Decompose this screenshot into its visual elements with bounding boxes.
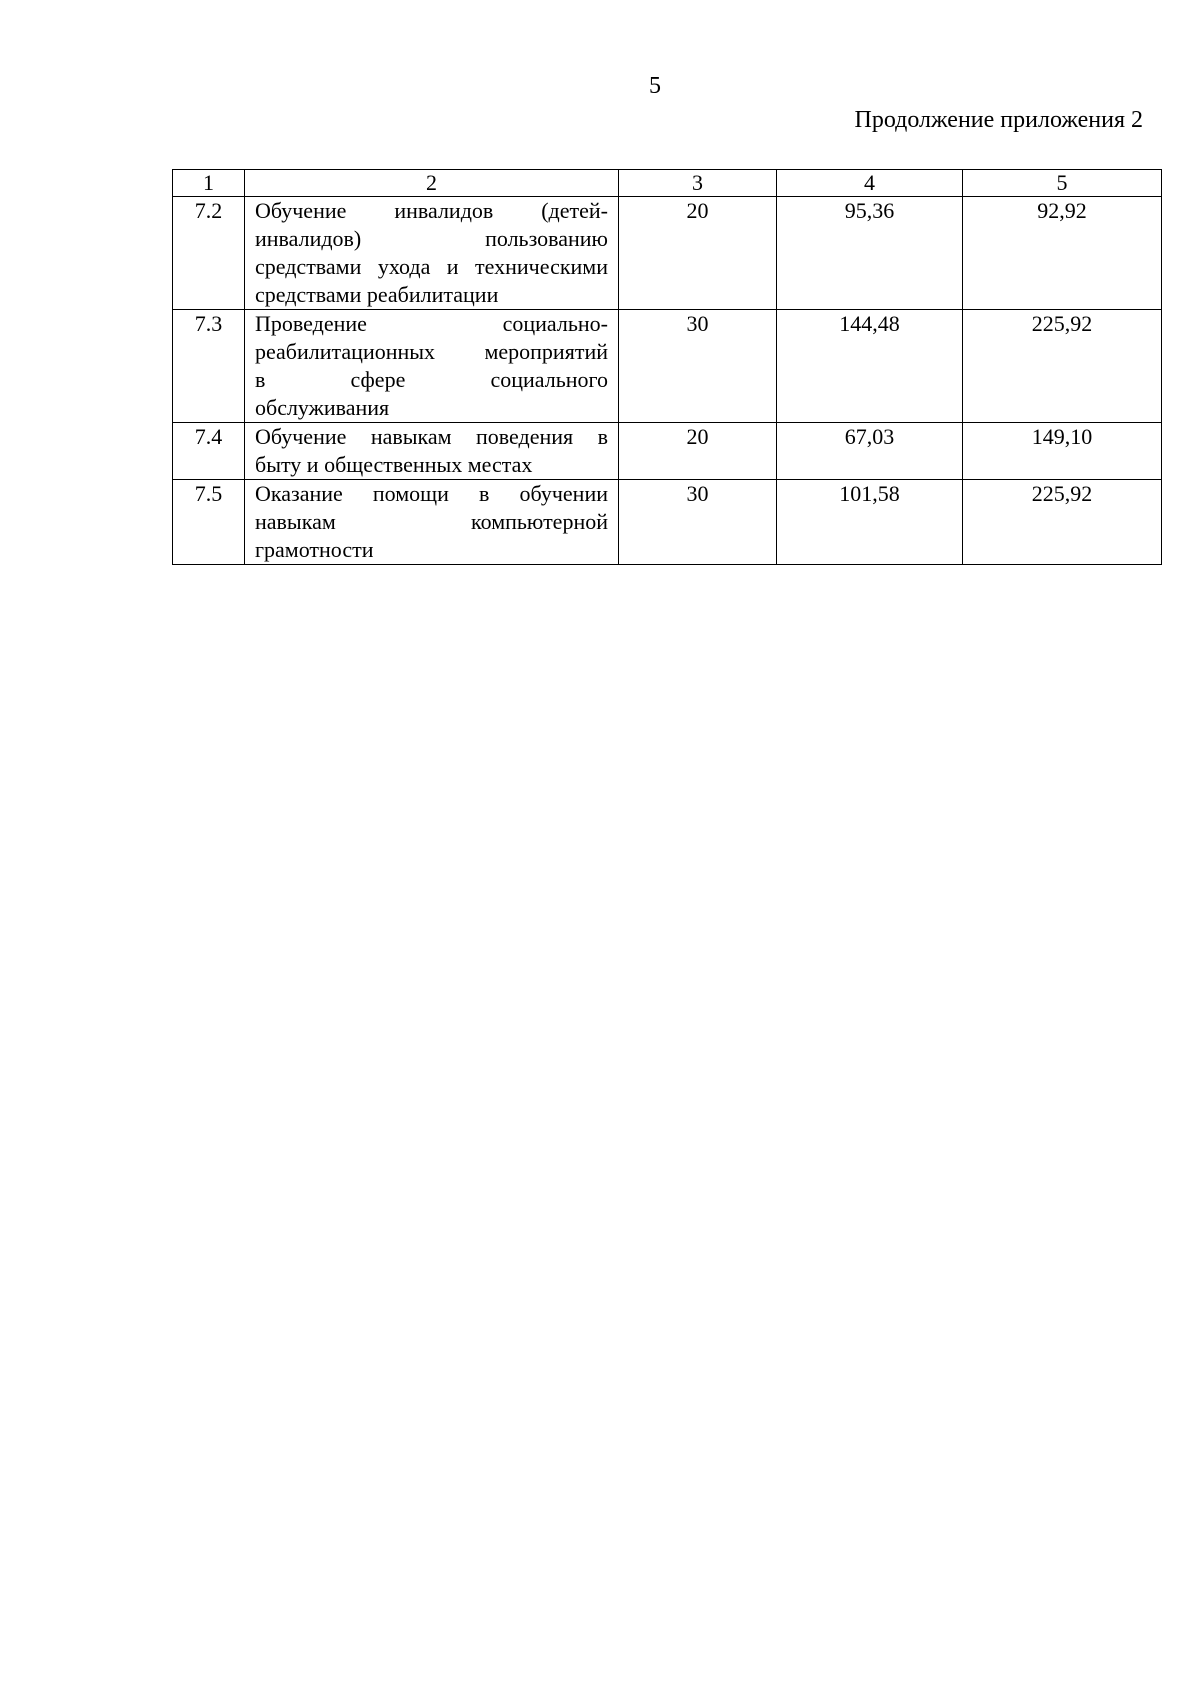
row-number: 7.3 bbox=[173, 310, 245, 423]
service-name-line: грамотности bbox=[255, 537, 374, 562]
header-cell: 5 bbox=[963, 170, 1162, 197]
row-number: 7.4 bbox=[173, 423, 245, 480]
col3-value: 30 bbox=[619, 310, 777, 423]
col5-value: 92,92 bbox=[963, 197, 1162, 310]
service-name-line: навыкам компьютерной bbox=[255, 509, 608, 534]
header-cell: 4 bbox=[777, 170, 963, 197]
service-name-line: в сфере социального bbox=[255, 367, 608, 392]
service-name-line: Обучение инвалидов (детей- bbox=[255, 198, 608, 223]
row-number: 7.5 bbox=[173, 480, 245, 565]
appendix-note: Продолжение приложения 2 bbox=[854, 107, 1143, 133]
table-row bbox=[173, 480, 1162, 565]
service-name-line: реабилитационных мероприятий bbox=[255, 339, 608, 364]
table-row bbox=[173, 310, 1162, 423]
service-name-line: инвалидов) пользованию bbox=[255, 226, 608, 251]
col4-value: 144,48 bbox=[777, 310, 963, 423]
service-name-line: быту и общественных местах bbox=[255, 452, 533, 477]
service-name-line: Оказание помощи в обучении bbox=[255, 481, 608, 506]
service-name bbox=[245, 197, 619, 310]
header-cell: 2 bbox=[245, 170, 619, 197]
service-name-line: средствами ухода и техническими bbox=[255, 254, 608, 279]
col4-value: 101,58 bbox=[777, 480, 963, 565]
service-name-line: средствами реабилитации bbox=[255, 282, 499, 307]
header-cell: 3 bbox=[619, 170, 777, 197]
service-name-line: Обучение навыкам поведения в bbox=[255, 424, 608, 449]
service-name bbox=[245, 480, 619, 565]
table-row bbox=[173, 423, 1162, 480]
col3-value: 20 bbox=[619, 197, 777, 310]
col3-value: 30 bbox=[619, 480, 777, 565]
header-cell: 1 bbox=[173, 170, 245, 197]
col4-value: 67,03 bbox=[777, 423, 963, 480]
table-header-row bbox=[173, 170, 1162, 197]
table-row bbox=[173, 197, 1162, 310]
services-table bbox=[172, 169, 1162, 565]
col5-value: 225,92 bbox=[963, 480, 1162, 565]
col3-value: 20 bbox=[619, 423, 777, 480]
service-name-line: обслуживания bbox=[255, 395, 390, 420]
page-number: 5 bbox=[649, 73, 661, 99]
col5-value: 225,92 bbox=[963, 310, 1162, 423]
row-number: 7.2 bbox=[173, 197, 245, 310]
service-name-line: Проведение социально- bbox=[255, 311, 608, 336]
col4-value: 95,36 bbox=[777, 197, 963, 310]
service-name bbox=[245, 423, 619, 480]
service-name bbox=[245, 310, 619, 423]
col5-value: 149,10 bbox=[963, 423, 1162, 480]
